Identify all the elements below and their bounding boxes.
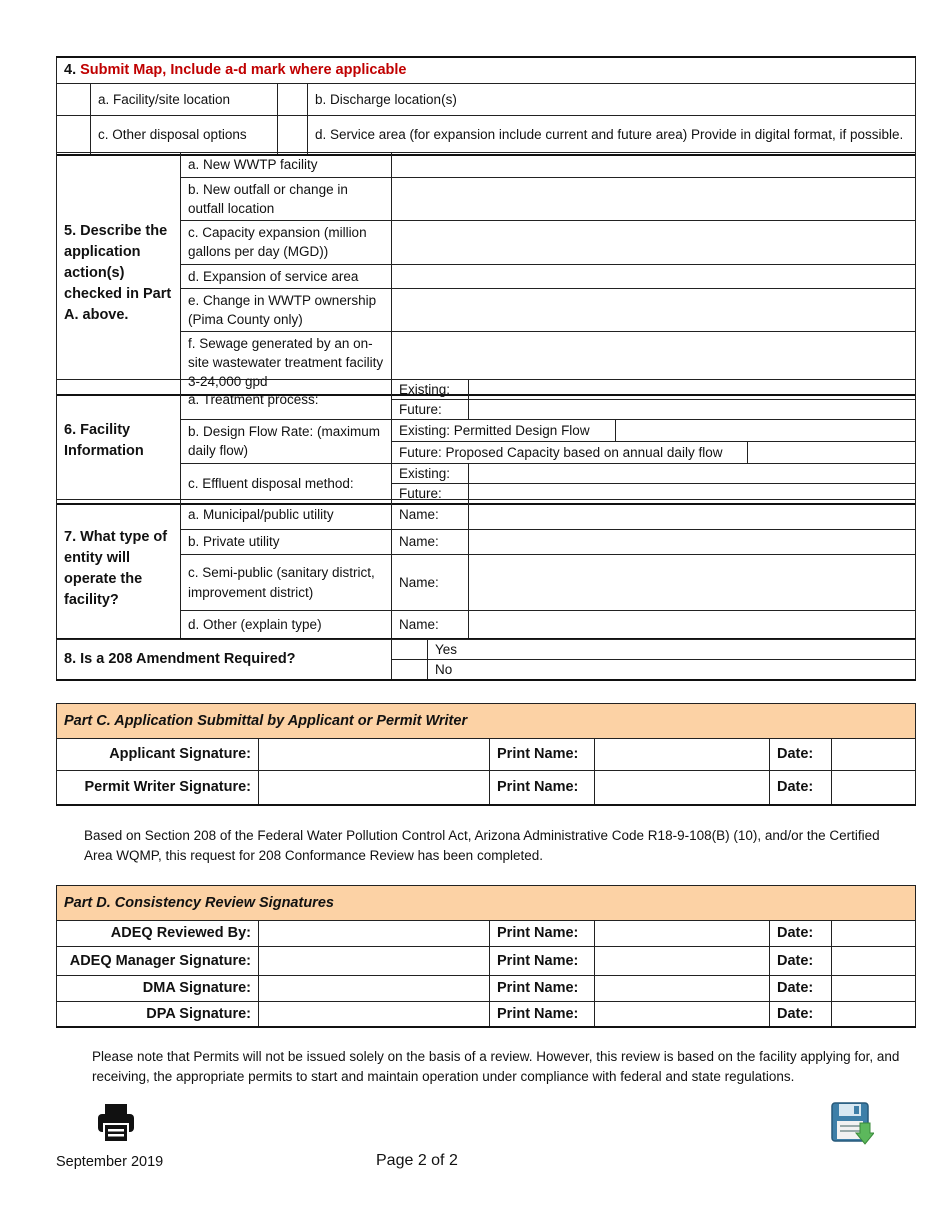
adeq-reviewed-label: ADEQ Reviewed By:	[57, 921, 259, 947]
adeq-reviewed-field[interactable]	[259, 921, 490, 947]
checkbox-4c[interactable]	[57, 115, 91, 155]
section-6b-future-field[interactable]	[748, 441, 916, 463]
adeq-manager-print-name-field[interactable]	[595, 947, 770, 976]
adeq-manager-label: ADEQ Manager Signature:	[57, 947, 259, 976]
dpa-print-name-label: Print Name:	[490, 1001, 595, 1027]
permit-writer-signature-field[interactable]	[259, 771, 490, 805]
adeq-reviewed-date-field[interactable]	[832, 921, 916, 947]
section-5-row-e: e. Change in WWTP ownership (Pima County only)	[181, 288, 392, 331]
permit-writer-date-label: Date:	[770, 771, 832, 805]
permit-disclaimer-note: Please note that Permits will not be issued solely on the basis of a review. However, this review is based on the facility applying for, and receiving, the appropriate permits to start and maintain operation under compliance with federal and state regulations.	[92, 1049, 900, 1084]
section-6b-existing-label: Existing: Permitted Design Flow	[392, 420, 616, 442]
checkbox-4b[interactable]	[278, 83, 308, 115]
section-7-name-label-b: Name:	[392, 530, 469, 555]
printer-icon[interactable]	[96, 1102, 136, 1144]
section-4-heading	[57, 57, 916, 83]
part-c-table	[56, 703, 916, 806]
dpa-signature-field[interactable]	[259, 1001, 490, 1027]
adeq-reviewed-date-label: Date:	[770, 921, 832, 947]
adeq-reviewed-print-name-field[interactable]	[595, 921, 770, 947]
section-7-row-c: c. Semi-public (sanitary district, improvement district)	[181, 555, 392, 611]
footer-date: September 2019	[56, 1154, 164, 1170]
applicant-signature-label: Applicant Signature:	[57, 739, 259, 771]
section-5-row-b: b. New outfall or change in outfall location	[181, 178, 392, 221]
section-7-name-field-a[interactable]	[469, 500, 916, 530]
permit-writer-print-name-field[interactable]	[595, 771, 770, 805]
checkbox-8-yes[interactable]	[392, 640, 428, 660]
section-5-row-f: f. Sewage generated by an on-site wastewater treatment facility 3-24,000 gpd	[181, 332, 392, 395]
permit-writer-signature-label: Permit Writer Signature:	[57, 771, 259, 805]
section-6c-label: c. Effluent disposal method:	[181, 463, 392, 504]
part-d-title: Part D. Consistency Review Signatures	[57, 886, 916, 921]
applicant-print-name-field[interactable]	[595, 739, 770, 771]
dma-print-name-field[interactable]	[595, 976, 770, 1002]
checkbox-4a[interactable]	[57, 83, 91, 115]
section-7-name-label-c: Name:	[392, 555, 469, 611]
section-6a-existing-field[interactable]	[469, 380, 916, 400]
item-4d-label: d. Service area (for expansion include current and future area) Provide in digital format, if possible.	[308, 115, 916, 155]
item-4b-label: b. Discharge location(s)	[308, 83, 916, 115]
footer-page-number: Page 2 of 2	[376, 1152, 458, 1169]
section-7-name-field-b[interactable]	[469, 530, 916, 555]
section-6c-future-label: Future:	[392, 483, 469, 504]
option-8-yes: Yes	[428, 640, 916, 660]
checkbox-4d[interactable]	[278, 115, 308, 155]
dma-date-field[interactable]	[832, 976, 916, 1002]
section-5-row-c: c. Capacity expansion (million gallons per day (MGD))	[181, 221, 392, 264]
section-5-field-a[interactable]	[392, 153, 916, 178]
section-6b-label: b. Design Flow Rate: (maximum daily flow)	[181, 420, 392, 463]
applicant-signature-field[interactable]	[259, 739, 490, 771]
dpa-date-field[interactable]	[832, 1001, 916, 1027]
section-6c-existing-label: Existing:	[392, 463, 469, 483]
section-7-name-field-c[interactable]	[469, 555, 916, 611]
section-8-table	[56, 639, 916, 681]
section-6b-existing-field[interactable]	[616, 420, 916, 442]
dma-print-name-label: Print Name:	[490, 976, 595, 1002]
adeq-reviewed-print-name-label: Print Name:	[490, 921, 595, 947]
section-7-name-label-a: Name:	[392, 500, 469, 530]
dpa-date-label: Date:	[770, 1001, 832, 1027]
adeq-manager-date-field[interactable]	[832, 947, 916, 976]
part-d-table	[56, 885, 916, 1028]
item-4c-label: c. Other disposal options	[91, 115, 278, 155]
section-7-title: 7. What type of entity will operate the facility?	[57, 500, 181, 639]
option-8-no: No	[428, 660, 916, 681]
permit-writer-print-name-label: Print Name:	[490, 771, 595, 805]
section-7-row-b: b. Private utility	[181, 530, 392, 555]
section-7-row-a: a. Municipal/public utility	[181, 500, 392, 530]
section-6b-future-label: Future: Proposed Capacity based on annual daily flow	[392, 441, 748, 463]
permit-writer-date-field[interactable]	[832, 771, 916, 805]
dma-signature-label: DMA Signature:	[57, 976, 259, 1002]
applicant-date-field[interactable]	[832, 739, 916, 771]
checkbox-8-no[interactable]	[392, 660, 428, 681]
conformance-note: Based on Section 208 of the Federal Water Pollution Control Act, Arizona Administrative Code R18-9-108(B) (10), and/or the Certified Area WQMP, this request for 208 Conformance Review has been completed.	[84, 828, 880, 863]
applicant-print-name-label: Print Name:	[490, 739, 595, 771]
section-5-field-b[interactable]	[392, 178, 916, 221]
section-4-number: 4.	[64, 62, 77, 78]
section-6c-existing-field[interactable]	[469, 463, 916, 483]
section-6-title: 6. Facility Information	[57, 380, 181, 504]
dma-date-label: Date:	[770, 976, 832, 1002]
adeq-manager-print-name-label: Print Name:	[490, 947, 595, 976]
section-6a-future-field[interactable]	[469, 400, 916, 420]
section-5-field-e[interactable]	[392, 288, 916, 331]
applicant-date-label: Date:	[770, 739, 832, 771]
item-4a-label: a. Facility/site location	[91, 83, 278, 115]
dma-signature-field[interactable]	[259, 976, 490, 1002]
save-download-icon[interactable]	[830, 1101, 874, 1145]
part-c-title: Part C. Application Submittal by Applicant or Permit Writer	[57, 704, 916, 739]
section-8-title: 8. Is a 208 Amendment Required?	[57, 640, 392, 681]
section-5-row-d: d. Expansion of service area	[181, 264, 392, 288]
dpa-signature-label: DPA Signature:	[57, 1001, 259, 1027]
adeq-manager-field[interactable]	[259, 947, 490, 976]
section-6-table	[56, 379, 916, 505]
section-4-table	[56, 56, 916, 156]
section-5-title: 5. Describe the application action(s) checked in Part A. above.	[57, 153, 181, 395]
section-7-name-field-d[interactable]	[469, 611, 916, 639]
section-5-field-c[interactable]	[392, 221, 916, 264]
section-7-row-d: d. Other (explain type)	[181, 611, 392, 639]
section-6a-existing-label: Existing:	[392, 380, 469, 400]
section-7-table	[56, 499, 916, 640]
section-7-name-label-d: Name:	[392, 611, 469, 639]
section-5-table	[56, 152, 916, 396]
section-6a-label: a. Treatment process:	[181, 380, 392, 420]
section-6a-future-label: Future:	[392, 400, 469, 420]
adeq-manager-date-label: Date:	[770, 947, 832, 976]
section-5-field-d[interactable]	[392, 264, 916, 288]
dpa-print-name-field[interactable]	[595, 1001, 770, 1027]
section-5-row-a: a. New WWTP facility	[181, 153, 392, 178]
section-4-title: Submit Map, Include a-d mark where applicable	[80, 62, 407, 78]
